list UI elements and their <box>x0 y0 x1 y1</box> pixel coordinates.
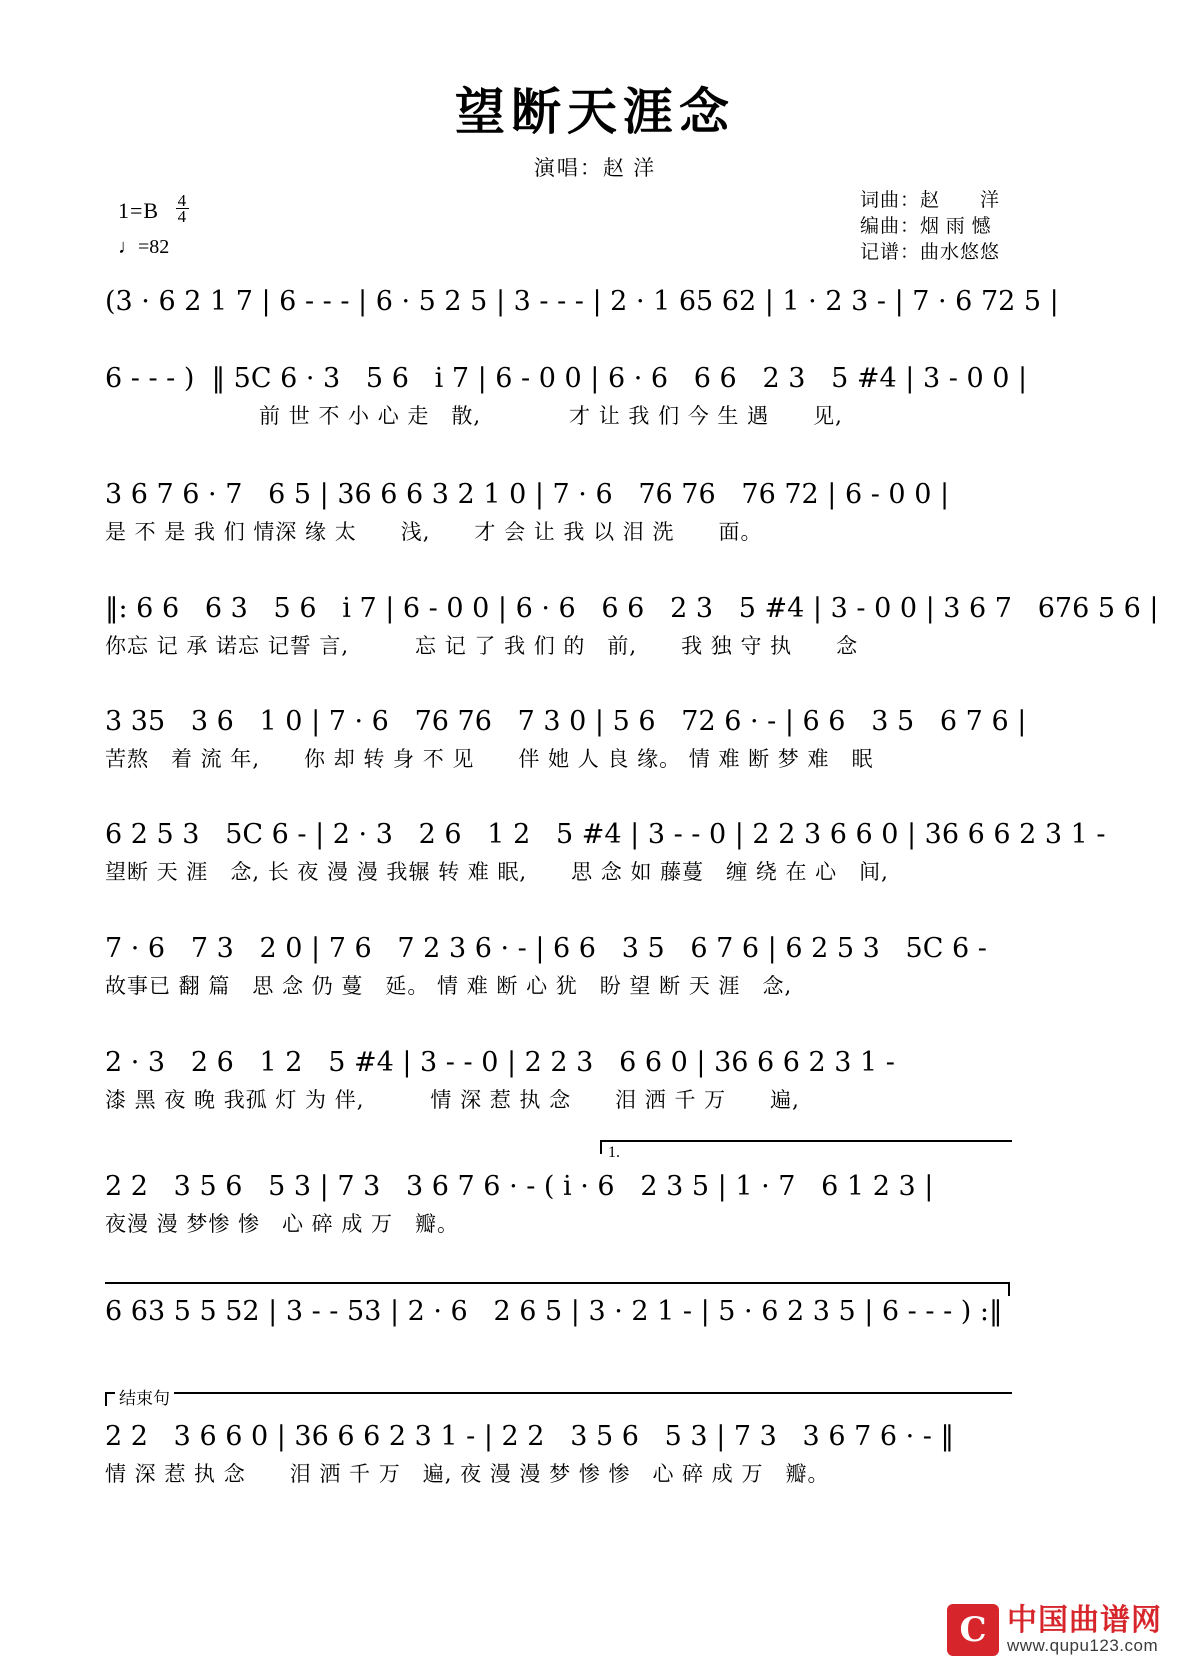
site-watermark <box>947 1604 1162 1656</box>
system-9 <box>105 1170 1105 1238</box>
system-2 <box>105 362 1105 430</box>
time-signature <box>176 193 190 224</box>
credit-line-composer: 词曲：赵 洋 <box>859 190 1000 211</box>
system-4 <box>105 592 1159 660</box>
system-3-lyrics: 是 不 是 我 们 情深 缘 太 浅, 才 会 让 我 以 泪 洗 面。 <box>105 520 763 544</box>
system-7-lyrics: 故事已 翻 篇 思 念 仍 蔓 延。 情 难 断 心 犹 盼 望 断 天 涯 念, <box>105 974 793 998</box>
system-9-notes: 2 2 3 5 6 5 3 | 7 3 3 6 7 6 · - ( i · 6 2 3 5 | 1 · 7 6 1 2 3 | <box>105 1171 934 1202</box>
system-6-lyrics: 望断 天 涯 念, 长 夜 漫 漫 我辗 转 难 眠, 思 念 如 藤蔓 缠 绕 在 心 间, <box>105 860 889 884</box>
volta-1-continuation-line <box>105 1282 1010 1284</box>
volta-1-continuation-tick <box>1008 1282 1010 1296</box>
volta-1-bracket <box>600 1140 1012 1154</box>
credit-line-transcriber: 记谱：曲水悠悠 <box>859 242 1000 263</box>
time-signature-numerator: 4 <box>177 191 188 210</box>
system-10-notes: 6 63 5 5 52 | 3 - - 53 | 2 · 6 2 6 5 | 3 · 2 1 - | 5 · 6 2 3 5 | 6 - - - ) :‖ <box>105 1296 1003 1327</box>
system-8 <box>105 1046 1105 1114</box>
system-2-lyrics: 前 世 不 小 心 走 散, 才 让 我 们 今 生 遇 见, <box>105 404 843 428</box>
credits-block <box>860 188 1000 266</box>
system-8-lyrics: 漆 黑 夜 晚 我孤 灯 为 伴, 情 深 惹 执 念 泪 洒 千 万 遍, <box>105 1088 800 1112</box>
site-logo-icon: C <box>947 1604 999 1656</box>
system-11-notes: 2 2 3 6 6 0 | 36 6 6 2 3 1 - | 2 2 3 5 6 5 3 | 7 3 3 6 7 6 · - ‖ <box>105 1421 954 1452</box>
ending-section-label: 结束句 <box>115 1384 174 1409</box>
system-5 <box>105 705 1105 773</box>
system-11-lyrics: 情 深 惹 执 念 泪 洒 千 万 遍, 夜 漫 漫 梦 惨 惨 心 碎 成 万 瓣。 <box>105 1462 830 1486</box>
site-url: www.qupu123.com <box>1007 1635 1159 1655</box>
system-3 <box>105 478 1105 546</box>
system-2-notes: 6 - - - ) ‖ 5C 6 · 3 5 6 i 7 | 6 - 0 0 | 6 · 6 6 6 2 3 5 #4 | 3 - 0 0 | <box>105 363 1028 394</box>
singer-line: 演唱：赵 洋 <box>533 156 657 180</box>
system-6-notes: 6 2 5 3 5C 6 - | 2 · 3 2 6 1 2 5 #4 | 3 - - 0 | 2 2 3 6 6 0 | 36 6 6 2 3 1 - <box>105 819 1106 850</box>
system-1 <box>105 285 1105 319</box>
system-9-lyrics: 夜漫 漫 梦惨 惨 心 碎 成 万 瓣。 <box>105 1212 460 1236</box>
system-3-notes: 3 6 7 6 · 7 6 5 | 36 6 6 3 2 1 0 | 7 · 6 76 76 76 72 | 6 - 0 0 | <box>105 479 950 510</box>
system-6 <box>105 818 1105 886</box>
system-4-notes: ‖: 6 6 6 3 5 6 i 7 | 6 - 0 0 | 6 · 6 6 6 2 3 5 #4 | 3 - 0 0 | 3 6 7 676 5 6 | <box>105 593 1159 624</box>
system-4-lyrics: 你忘 记 承 诺忘 记誓 言, 忘 记 了 我 们 的 前, 我 独 守 执 念 <box>105 634 859 658</box>
system-8-notes: 2 · 3 2 6 1 2 5 #4 | 3 - - 0 | 2 2 3 6 6 0 | 36 6 6 2 3 1 - <box>105 1047 895 1078</box>
system-5-notes: 3 35 3 6 1 0 | 7 · 6 76 76 7 3 0 | 5 6 72 6 · - | 6 6 3 5 6 7 6 | <box>105 706 1027 737</box>
system-10 <box>105 1295 1105 1329</box>
system-11 <box>105 1420 1105 1488</box>
tempo-marking: ♩=82 <box>118 236 170 258</box>
key-signature-text: 1=B <box>118 198 160 223</box>
site-watermark-text <box>1007 1605 1162 1654</box>
page-title: 望断天涯念 <box>455 82 735 141</box>
credit-line-arranger: 编曲：烟 雨 憾 <box>859 216 992 237</box>
system-7 <box>105 932 1105 1000</box>
system-7-notes: 7 · 6 7 3 2 0 | 7 6 7 2 3 6 · - | 6 6 3 5 6 7 6 | 6 2 5 3 5C 6 - <box>105 933 987 964</box>
key-signature <box>118 193 189 224</box>
system-1-notes: (3 · 6 2 1 7 | 6 - - - | 6 · 5 2 5 | 3 - - - | 2 · 1 65 62 | 1 · 2 3 - | 7 · 6 72 5 | <box>105 286 1059 317</box>
site-name: 中国曲谱网 <box>1007 1603 1162 1639</box>
ending-section-bracket <box>105 1392 1012 1406</box>
volta-1-label: 1. <box>608 1144 620 1161</box>
system-5-lyrics: 苦熬 着 流 年, 你 却 转 身 不 见 伴 她 人 良 缘。 情 难 断 梦 难 眠 <box>105 747 874 771</box>
time-signature-denominator: 4 <box>177 207 188 226</box>
